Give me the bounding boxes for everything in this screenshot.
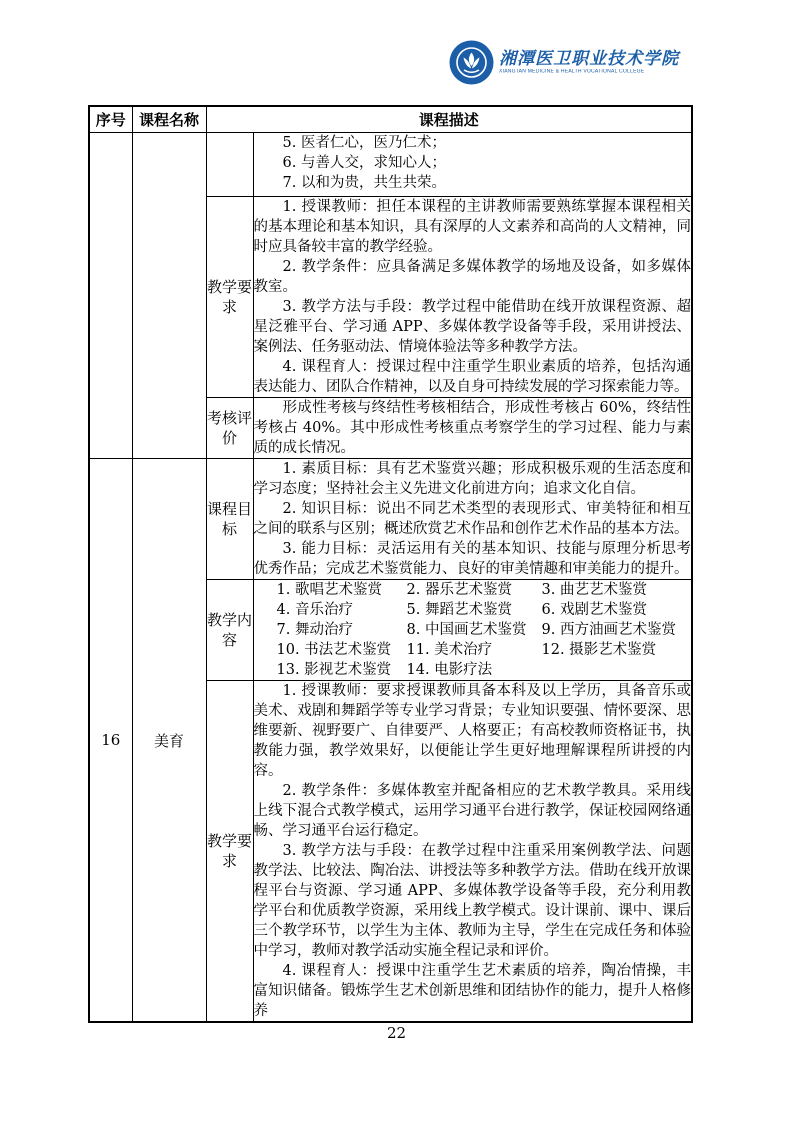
page-header (449, 40, 701, 85)
content-item: 8. 中国画艺术鉴赏 (406, 622, 527, 638)
paragraph: 形成性考核与终结性考核相结合，形成性考核占 60%，终结性考核占 40%。其中形成性考核重点考察学生的学习过程、能力与素质的成长情况。 (253, 400, 692, 456)
paragraph: 2. 知识目标：说出不同艺术类型的表现形式、审美特征和相互之间的联系与区别；概述欣赏艺术作品和创作艺术作品的基本方法。 (253, 501, 692, 537)
paragraph: 3. 教学方法与手段：教学过程中能借助在线开放课程资源、超星泛雅平台、学习通 APP、多媒体教学设备等手段，采用讲授法、案例法、任务驱动法、情境体验法等多种教学方法。 (253, 299, 692, 355)
intro-item: 5. 医者仁心，医乃仁术； (282, 135, 446, 151)
content-list-row (254, 600, 692, 620)
content-list-row (254, 620, 692, 640)
content-item: 2. 器乐艺术鉴赏 (406, 582, 512, 598)
paragraph: 3. 能力目标：灵活运用有关的基本知识、技能与原理分析思考优秀作品；完成艺术鉴赏能力、良好的审美情趣和审美能力的提升。 (253, 541, 692, 577)
content-item: 13. 影视艺术鉴赏 (276, 662, 392, 678)
content-item: 6. 戏剧艺术鉴赏 (541, 602, 647, 618)
page-footer (0, 1024, 793, 1042)
content-item (542, 660, 692, 680)
table-header-row (89, 106, 692, 133)
course16-objectives-content (253, 459, 692, 580)
table-row-course16-objectives (89, 459, 692, 580)
content-item: 1. 歌唱艺术鉴赏 (276, 582, 382, 598)
paragraph: 2. 教学条件：应具备满足多媒体教学的场地及设备，如多媒体教室。 (253, 259, 692, 295)
table-row-intro-items (89, 133, 692, 197)
content-list-row (254, 640, 692, 660)
content-item: 5. 舞蹈艺术鉴赏 (406, 602, 512, 618)
college-name-cn: 湘潭医卫职业技术学院 (499, 48, 680, 69)
paragraph: 1. 授课教师：担任本课程的主讲教师需要熟练掌握本课程相关的基本理论和基本知识，具有深厚的人文素养和高尚的人文精神，同时应具备较丰富的教学经验。 (253, 199, 692, 255)
course16-content-label: 教学内容 (206, 580, 253, 681)
content-list-row (254, 580, 692, 600)
prev-intro-content-cell (253, 133, 692, 197)
content-item: 11. 美术治疗 (406, 642, 493, 658)
paragraph: 2. 教学条件：多媒体教室并配备相应的艺术教学教具。采用线上线下混合式教学模式，运用学习通平台进行教学，保证校园网络通畅、学习通平台运行稳定。 (253, 783, 692, 839)
course16-no-cell: 16 (89, 459, 132, 1023)
prev-intro-label-cell (206, 133, 253, 197)
prev-teaching-req-label: 教学要求 (206, 197, 253, 398)
paragraph: 4. 课程育人：授课中注重学生艺术素质的培养，陶冶情操，丰富知识储备。锻炼学生艺术创新思维和团结协作的能力，提升人格修养 (253, 963, 692, 1019)
college-logo (449, 40, 701, 85)
content-item: 12. 摄影艺术鉴赏 (541, 642, 657, 658)
paragraph: 3. 教学方法与手段：在教学过程中注重采用案例教学法、问题教学法、比较法、陶冶法、讲授法等多种教学方法。借助在线开放课程平台与资源、学习通 APP、多媒体教学设备等手段，充分利用教学平台和优质教学资源，采用线上教学模式。设计课前、课中、课后三个教学环节，以学生为主体、教师为主导，学生在完成任务和体验中学习，教师对教学活动实施全程记录和评价。 (253, 843, 692, 959)
course16-content-list (253, 580, 692, 681)
course16-teaching-req-label: 教学要求 (206, 681, 253, 1023)
course16-objectives-label: 课程目标 (206, 459, 253, 580)
content-list-row (254, 660, 692, 680)
college-name-en: XIANGTAN MEDICINE & HEALTH VOCATIONAL COLLEGE (499, 68, 645, 74)
page-number: 22 (386, 1024, 407, 1042)
col-header-course-desc: 课程描述 (206, 106, 692, 133)
content-item: 4. 音乐治疗 (276, 602, 353, 618)
college-name-block (499, 49, 701, 77)
col-header-no: 序号 (89, 106, 132, 133)
intro-item: 7. 以和为贵，共生共荣。 (282, 175, 446, 191)
col-header-course-name: 课程名称 (132, 106, 206, 133)
content-item: 3. 曲艺艺术鉴赏 (541, 582, 647, 598)
content-item: 9. 西方油画艺术鉴赏 (541, 622, 676, 638)
course-description-table (88, 105, 693, 1023)
content-item: 10. 书法艺术鉴赏 (276, 642, 392, 658)
paragraph: 1. 素质目标：具有艺术鉴赏兴趣；形成积极乐观的生活态度和学习态度；坚持社会主义先进文化前进方向；追求文化自信。 (253, 461, 692, 497)
intro-item: 6. 与善人交，求知心人； (282, 155, 446, 171)
course16-name-cell: 美育 (132, 459, 206, 1023)
paragraph: 1. 授课教师：要求授课教师具备本科及以上学历，具备音乐或美术、戏剧和舞蹈学等专业学习背景；专业知识要强、情怀要深、思维要新、视野要广、自律要严、人格要正；有高校教师资格证书，执教能力强，教学效果好，以便能让学生更好地理解课程所讲授的内容。 (253, 683, 692, 779)
prev-assessment-content (253, 398, 692, 459)
content-item: 7. 舞动治疗 (276, 622, 353, 638)
content-item: 14. 电影疗法 (406, 662, 493, 678)
college-seal-icon (449, 40, 494, 85)
prev-course-no-cell (89, 133, 132, 459)
prev-teaching-req-content (253, 197, 692, 398)
course16-teaching-req-content (253, 681, 692, 1023)
prev-assessment-label: 考核评价 (206, 398, 253, 459)
paragraph: 4. 课程育人：授课过程中注重学生职业素质的培养，包括沟通表达能力、团队合作精神，以及自身可持续发展的学习探索能力等。 (253, 359, 692, 395)
prev-course-name-cell (132, 133, 206, 459)
